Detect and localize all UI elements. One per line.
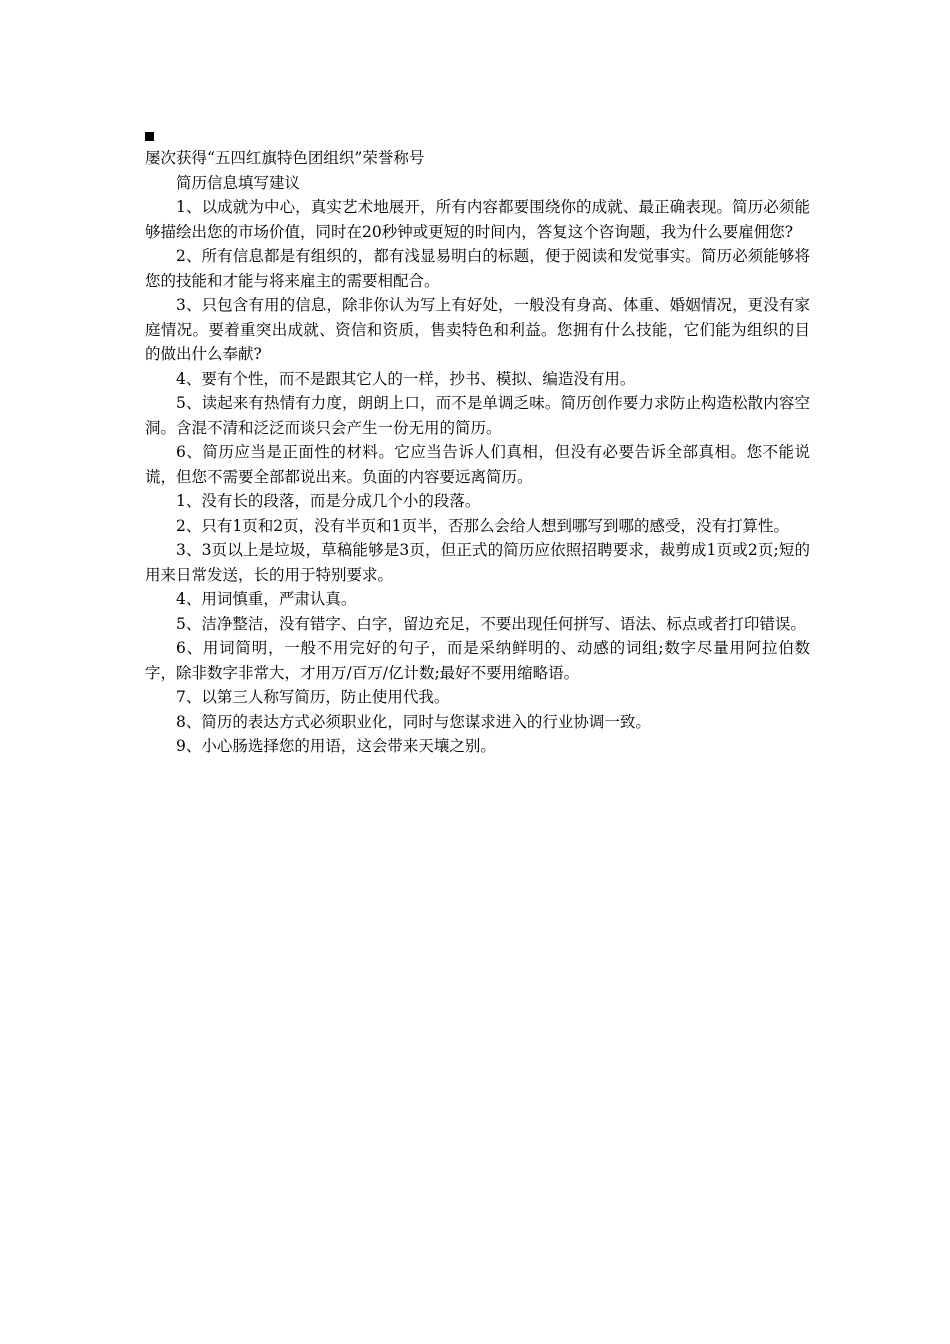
paragraph: 7、以第三人称写简历，防止使用代我。 — [176, 688, 450, 706]
paragraph: 5、读起来有热情有力度，朗朗上口，而不是单调乏味。简历创作要力求防止构造松散内容空洞。含混不清和泛泛而谈只会产生一份无用的简历。 — [145, 394, 810, 437]
paragraph: 8、简历的表达方式必须职业化，同时与您谋求进入的行业协调一致。 — [176, 712, 651, 731]
paragraph: 6、简历应当是正面性的材料。它应当告诉人们真相，但没有必要告诉全部真相。您不能说谎，但您不需要全部都说出来。负面的内容要远离简历。 — [145, 443, 810, 486]
paragraph: 2、所有信息都是有组织的，都有浅显易明白的标题，便于阅读和发觉事实。简历必须能够将您的技能和才能与将来雇主的需要相配合。 — [145, 247, 810, 290]
paragraph: 1、没有长的段落，而是分成几个小的段落。 — [176, 492, 481, 510]
paragraph: 4、用词慎重，严肃认真。 — [176, 590, 357, 608]
document-page — [145, 128, 810, 759]
paragraph: 4、要有个性，而不是跟其它人的一样，抄书、模拟、编造没有用。 — [176, 369, 636, 388]
section-title: 简历信息填写建议 — [176, 173, 301, 192]
paragraph: 1、以成就为中心，真实艺术地展开，所有内容都要围绕你的成就、最正确表现。简历必须能够描绘出您的市场价值，同时在20秒钟或更短的时间内，答复这个咨询题，我为什么要雇佣您? — [145, 198, 810, 241]
paragraph: 6、用词简明，一般不用完好的句子，而是采纳鲜明的、动感的词组;数字尽量用阿拉伯数字，除非数字非常大，才用万/百万/亿计数;最好不要用缩略语。 — [145, 639, 810, 682]
paragraph: 5、洁净整洁，没有错字、白字，留边充足，不要出现任何拼写、语法、标点或者打印错误。 — [176, 614, 806, 633]
square-bullet-icon — [145, 132, 154, 141]
honor-line: 屡次获得“五四红旗特色团组织”荣誉称号 — [145, 149, 425, 167]
paragraph: 9、小心肠选择您的用语，这会带来天壤之别。 — [176, 737, 496, 755]
paragraph: 3、只包含有用的信息，除非你认为写上有好处，一般没有身高、体重、婚姻情况，更没有家庭情况。要着重突出成就、资信和资质，售卖特色和利益。您拥有什么技能，它们能为组织的目的做出什么奉献? — [145, 296, 810, 363]
paragraph: 3、3页以上是垃圾，草稿能够是3页，但正式的简历应依照招聘要求，裁剪成1页或2页;短的用来日常发送，长的用于特别要求。 — [145, 541, 810, 584]
paragraph: 2、只有1页和2页，没有半页和1页半，否那么会给人想到哪写到哪的感受，没有打算性。 — [176, 516, 789, 535]
